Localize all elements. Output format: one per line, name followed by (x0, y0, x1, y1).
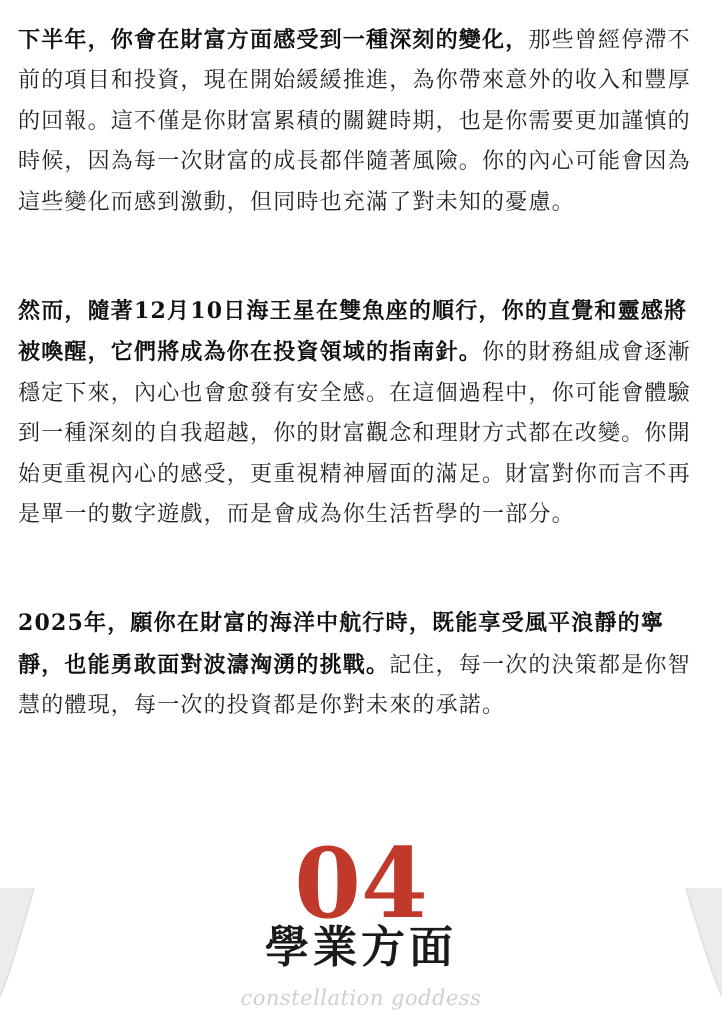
paragraph-neptune-intuition (18, 291, 710, 535)
paragraph-lead: 下半年，你會在財富方面感受到一種深刻的變化， (18, 27, 529, 53)
section-number: 04 (294, 827, 428, 940)
paragraph-lead: 2025年，願你在財富的海洋中航行時，既能享受風平浪靜的寧靜，也能勇敢面對波濤洶湧的挑戰。 (18, 610, 665, 678)
paragraph-text: 你的財務組成會逐漸穩定下來，內心也會愈發有安全感。在這個過程中，你可能會體驗到一種深刻的自我超越，你的財富觀念和理財方式都在改變。你開始更重視內心的感受，更重視精神層面的滿足。財富對你而言不再是單一的數字遊戲，而是會成為你生活哲學的一部分。 (18, 340, 691, 528)
article-body (18, 20, 710, 727)
section-banner (0, 827, 722, 1024)
paragraph-wealth-change (18, 20, 710, 223)
section-title: 學業方面 (265, 922, 457, 973)
paragraph-text: 記住，每一次的決策都是你智慧的體現，每一次的投資都是你對未來的承諾。 (18, 652, 691, 719)
paragraph-2025-wish (18, 603, 710, 726)
section-subtitle: constellation goddess (240, 986, 482, 1010)
paragraph-text: 那些曾經停滯不前的項目和投資，現在開始緩緩推進，為你帶來意外的收入和豐厚的回報。這不僅是你財富累積的關鍵時期，也是你需要更加謹慎的時候，因為每一次財富的成長都伴隨著風險。你的內心可能會因為這些變化而感到激動，但同時也充滿了對未知的憂慮。 (18, 28, 691, 215)
paragraph-lead: 然而，隨著12月10日海王星在雙魚座的順行，你的直覺和靈感將被喚醒，它們將成為你在投資領域的指南針。 (18, 298, 688, 366)
